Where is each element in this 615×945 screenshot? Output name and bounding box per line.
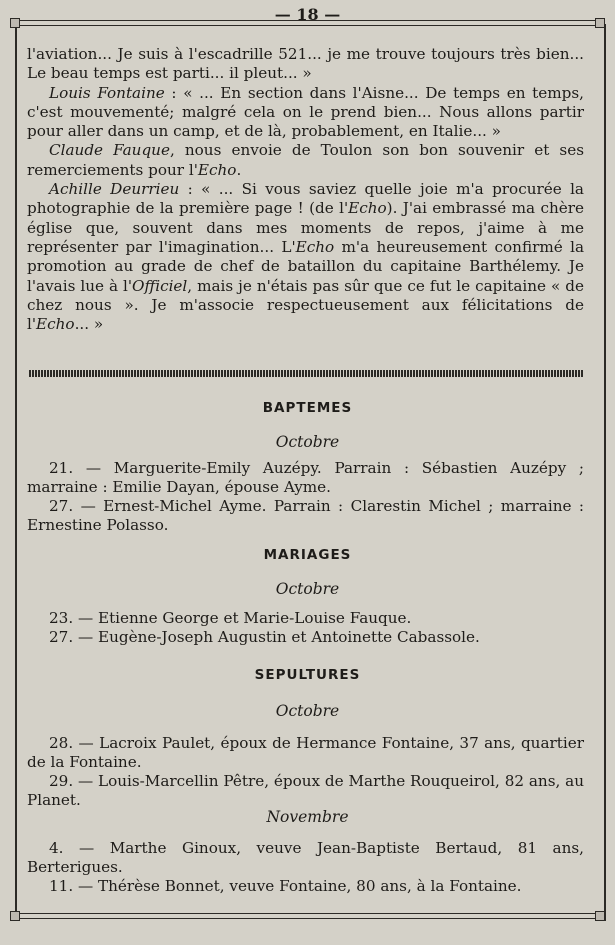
baptemes-month: Octobre <box>275 433 340 451</box>
list-item: 4. — Marthe Ginoux, veuve Jean-Baptiste Bertaud, 81 ans, Berterigues. <box>27 839 584 876</box>
author-name: Achille Deurrieu <box>49 180 180 199</box>
letter-continuation: l'aviation... Je suis à l'escadrille 521... je me trouve toujours très bien... Le beau temps est parti... il pleut... » <box>27 45 584 83</box>
section-divider <box>29 370 584 377</box>
sepultures-list-october <box>27 734 584 810</box>
author-name: Claude Fauque <box>49 141 170 160</box>
letter-claude-fauque: Claude Fauque, nous envoie de Toulon son bon souvenir et ses remerciements pour l'Echo. <box>27 141 585 179</box>
letter-achille-deurrieu: Achille Deurrieu : « ... Si vous saviez quelle joie m'a procurée la photographie de la première page ! (de l'Echo). J'ai embrassé ma chère église que, souvent dans mes moments de repos, j'aime à me représenter par l'imagination... L'Echo m'a heureusement confirmé la promotion au grade de chef de bataillon du capitaine Barthélemy. Je l'avais lue à l'Officiel, mais je n'étais pas sûr que ce fut le capitaine « de chez nous ». Je m'associe respectueusement aux félicitations de l'Echo... » <box>27 180 584 334</box>
frame-corner-bottom-left <box>10 911 20 921</box>
mariages-heading: MARIAGES <box>263 547 352 563</box>
baptemes-heading: BAPTEMES <box>262 400 353 416</box>
sepultures-list-november <box>27 839 584 896</box>
list-item: 23. — Etienne George et Marie-Louise Fauque. <box>49 609 412 627</box>
letters-section <box>27 45 584 334</box>
frame-corner-top-left <box>10 18 20 28</box>
list-item: 27. — Eugène-Joseph Augustin et Antoinette Cabassole. <box>49 628 480 646</box>
list-item: 28. — Lacroix Paulet, époux de Hermance Fontaine, 37 ans, quartier de la Fontaine. <box>27 734 584 771</box>
baptemes-list <box>27 459 584 535</box>
author-name: Louis Fontaine <box>49 83 165 102</box>
frame-corner-bottom-right <box>595 911 605 921</box>
page-number: — 18 — <box>274 5 341 24</box>
list-item: 21. — Marguerite-Emily Auzépy. Parrain : Sébastien Auzépy ; marraine : Emilie Dayan, épouse Ayme. <box>27 459 584 496</box>
mariages-list <box>27 609 584 647</box>
sepultures-month-october: Octobre <box>275 702 340 720</box>
list-item: 11. — Thérèse Bonnet, veuve Fontaine, 80 ans, à la Fontaine. <box>49 877 522 895</box>
frame-bottom-rule <box>12 913 603 919</box>
mariages-month: Octobre <box>275 580 340 598</box>
list-item: 29. — Louis-Marcellin Pêtre, époux de Marthe Rouqueirol, 82 ans, au Planet. <box>27 772 584 809</box>
frame-corner-top-right <box>595 18 605 28</box>
sepultures-heading: SEPULTURES <box>254 667 361 683</box>
letter-louis-fontaine: Louis Fontaine : « ... En section dans l'Aisne... De temps en temps, c'est mouvementé; malgré cela on le prend bien... Nous allons partir pour aller dans un camp, et de là, probablement, en Italie... » <box>27 83 585 141</box>
list-item: 27. — Ernest-Michel Ayme. Parrain : Clarestin Michel ; marraine : Ernestine Polasso. <box>27 497 584 534</box>
sepultures-month-november: Novembre <box>266 808 349 826</box>
